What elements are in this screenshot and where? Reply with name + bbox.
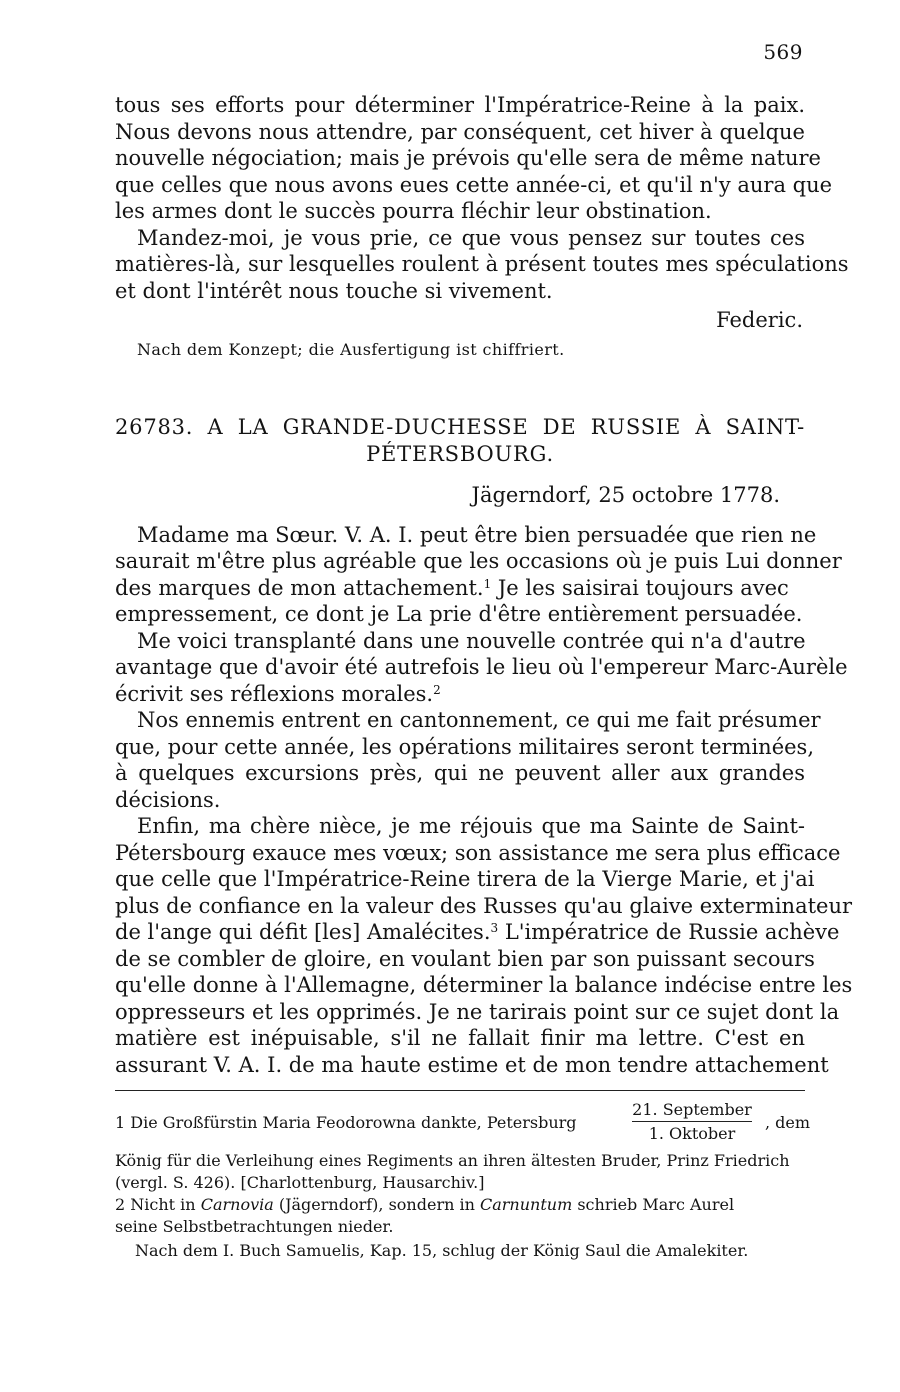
text-line: Nous devons nous attendre, par conséquent, cet hiver à quelque [115,120,805,144]
date-denominator: 1. Oktober [648,1124,736,1143]
footnote-marker: 1 [115,1113,126,1132]
text-line: décisions. [115,788,221,812]
footnote-2-line-2: seine Selbstbetrachtungen nieder. [115,1217,394,1236]
letter-heading: 26783. A LA GRANDE-DUCHESSE DE RUSSIE À SAINT- [115,415,805,439]
text-line: à quelques excursions près, qui ne peuvent aller aux grandes [115,761,805,785]
text-line [115,920,840,944]
footnote-ref-1: 1 [483,577,492,591]
page-number: 569 [763,40,803,64]
footnote-3: Nach dem I. Buch Samuelis, Kap. 15, schlug der König Saul die Amalekiter. [135,1241,749,1260]
source-note: Nach dem Konzept; die Ausfertigung ist chiffriert. [137,340,565,359]
letter-heading-continued: PÉTERSBOURG. [366,442,554,466]
text-line: matière est inépuisable, s'il ne fallait finir ma lettre. C'est en [115,1026,805,1050]
text-line: matières-là, sur lesquelles roulent à présent toutes mes spéculations [115,252,849,276]
place-date: Jägerndorf, 25 octobre 1778. [471,483,780,507]
footnote-text: (Jägerndorf), sondern in [278,1195,475,1214]
footnote-1-line-3: (vergl. S. 426). [Charlottenburg, Hausarchiv.] [115,1173,485,1192]
footnote-text: Die Großfürstin Maria Feodorowna dankte, Petersburg [130,1113,577,1132]
text-line: et dont l'intérêt nous touche si vivement. [115,279,553,303]
footnote-2 [115,1195,805,1214]
footnote-1-line-2: König für die Verleihung eines Regiments an ihren ältesten Bruder, Prinz Friedrich [115,1151,790,1170]
date-fraction [632,1100,752,1143]
text-line: nouvelle négociation; mais je prévois qu'elle sera de même nature [115,146,821,170]
text-line: tous ses efforts pour déterminer l'Impératrice-Reine à la paix. [115,93,805,117]
date-numerator: 21. September [632,1100,752,1122]
text-line [115,576,805,600]
place-name-italic: Carnuntum [480,1195,573,1214]
text-line: plus de confiance en la valeur des Russes qu'au glaive exterminateur [115,894,853,918]
place-name-italic: Carnovia [200,1195,274,1214]
text-line: de se combler de gloire, en voulant bien par son puissant secours [115,947,815,971]
text-line: Pétersbourg exauce mes vœux; son assistance me sera plus efficace [115,841,841,865]
text-line: les armes dont le succès pourra fléchir leur obstination. [115,199,712,223]
text-line: Enfin, ma chère nièce, je me réjouis que ma Sainte de Saint- [137,814,805,838]
text-line: empressement, ce dont je La prie d'être entièrement persuadée. [115,602,803,626]
footnote-text: schrieb Marc Aurel [577,1195,735,1214]
footnote-text: , dem [765,1113,811,1132]
text-segment: L'impératrice de Russie achève [504,920,840,944]
text-line: Mandez-moi, je vous prie, ce que vous pensez sur toutes ces [137,226,805,250]
text-line: avantage que d'avoir été autrefois le lieu où l'empereur Marc-Aurèle [115,655,848,679]
text-line: saurait m'être plus agréable que les occasions où je puis Lui donner [115,549,842,573]
text-line: Me voici transplanté dans une nouvelle contrée qui n'a d'autre [137,629,806,653]
text-line: Nos ennemis entrent en cantonnement, ce qui me fait présumer [137,708,821,732]
text-line: que celles que nous avons eues cette année-ci, et qu'il n'y aura que [115,173,833,197]
footnote-separator [115,1090,805,1091]
text-line [115,682,805,706]
text-line: que, pour cette année, les opérations militaires seront terminées, [115,735,815,759]
footnote-marker: 2 [115,1195,126,1214]
footnote-ref-2: 2 [433,683,441,697]
text-segment: écrivit ses réflexions morales. [115,682,434,706]
text-line: qu'elle donne à l'Allemagne, déterminer la balance indécise entre les [115,973,853,997]
text-line: que celle que l'Impératrice-Reine tirera de la Vierge Marie, et j'ai [115,867,815,891]
text-segment: de l'ange qui défit [les] Amalécites. [115,920,491,944]
text-line: assurant V. A. I. de ma haute estime et de mon tendre attachement [115,1053,829,1077]
text-line: oppresseurs et les opprimés. Je ne tarirais point sur ce sujet dont la [115,1000,840,1024]
text-line: Madame ma Sœur. V. A. I. peut être bien persuadée que rien ne [137,523,817,547]
signature: Federic. [716,308,803,332]
footnote-text: Nicht in [130,1195,196,1214]
footnote-ref-3: 3 [490,921,499,935]
text-segment: Je les saisirai toujours avec [497,576,789,600]
text-segment: des marques de mon attachement. [115,576,484,600]
